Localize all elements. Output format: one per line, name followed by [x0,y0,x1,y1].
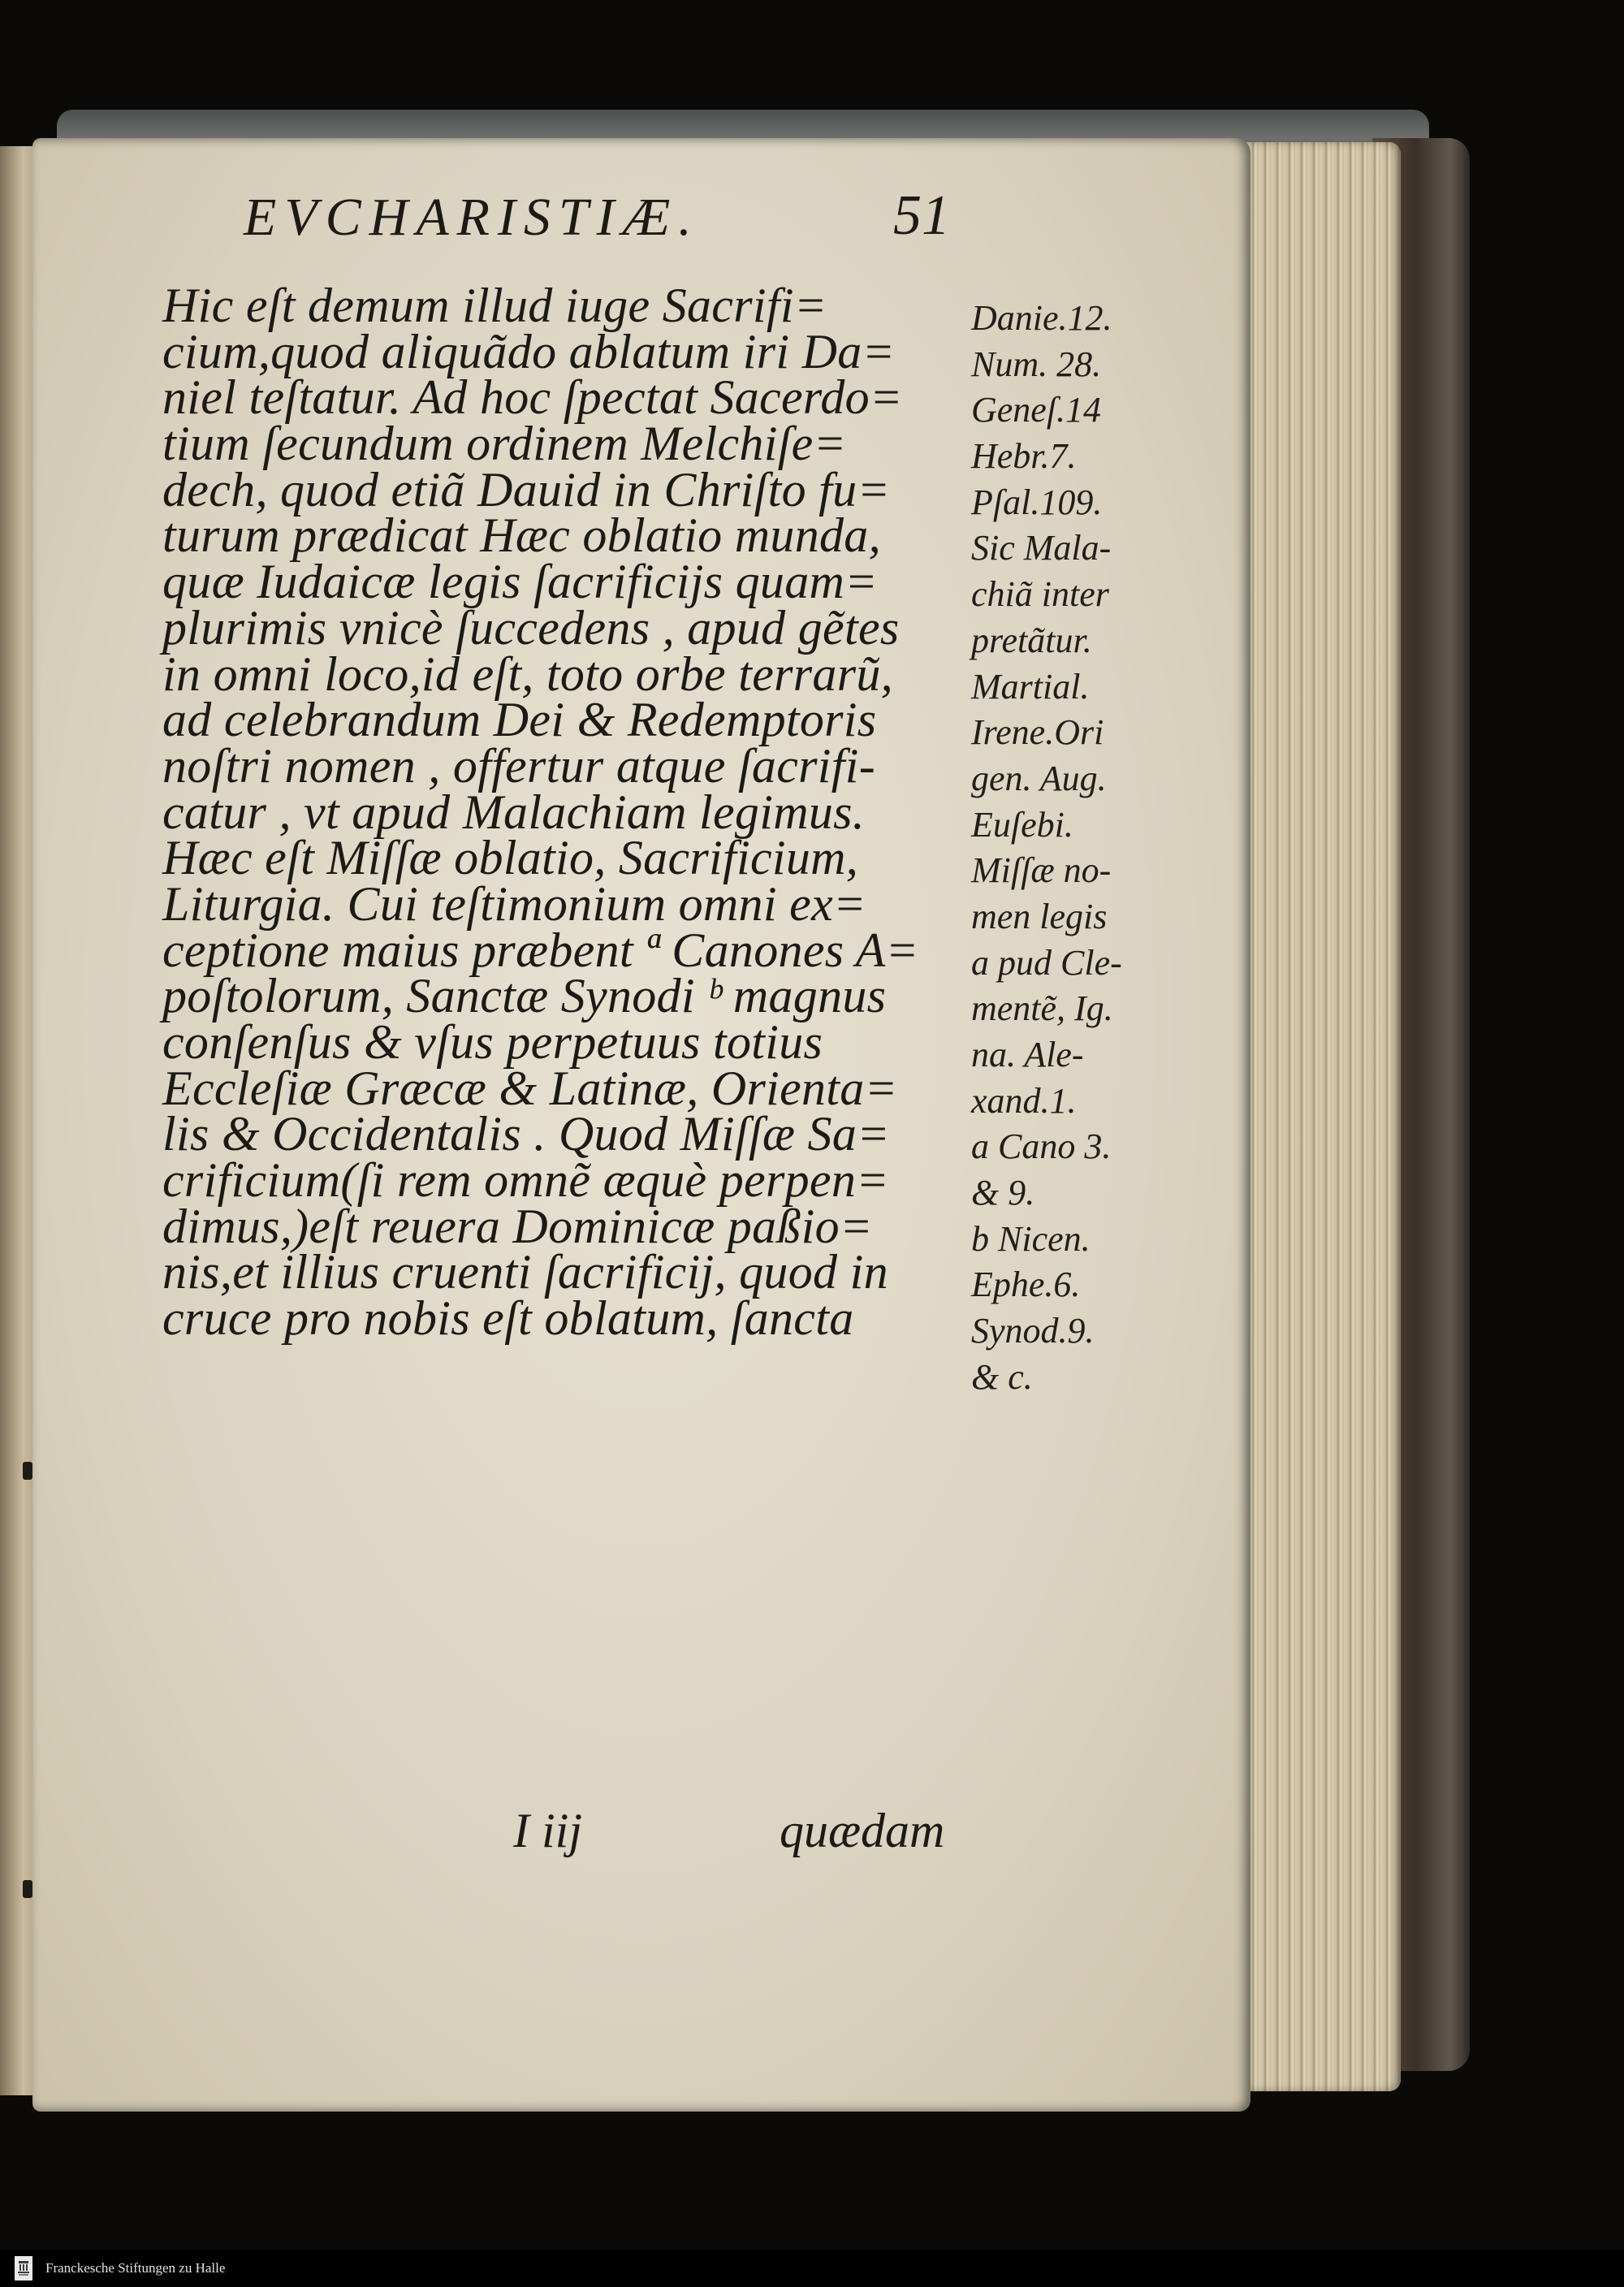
margin-note: Martial. [971,666,1090,707]
body-text [162,279,966,1346]
text-line: nis,et illius cruenti ſacrificij, quod in [162,1245,888,1299]
text-line: lis & Occidentalis . Quod Miſſæ Sa= [162,1107,890,1161]
margin-note: xand.1. [971,1080,1077,1121]
marginal-notes [971,296,1215,1401]
text-line: turum prædicat Hæc oblatio munda, [162,508,881,563]
margin-note: Irene.Ori [971,712,1104,753]
institution-logo-icon [15,2256,32,2281]
margin-note: na. Ale- [971,1035,1084,1074]
margin-note: pretãtur. [971,620,1092,660]
text-line: crificium(ſi rem omnẽ æquè perpen= [162,1153,889,1208]
text-line: tium ſecundum ordinem Melchiſe= [162,417,847,471]
margin-note: Danie.12. [971,298,1112,338]
margin-note: b Nicen. [971,1218,1091,1259]
text-line: poſtolorum, Sanctæ Synodi ᵇ magnus [162,969,887,1023]
text-line: in omni loco,id eſt, toto orbe terrarũ, [162,646,893,701]
text-line: Eccleſiæ Græcæ & Latinæ, Orienta= [162,1061,898,1115]
margin-note: a pud Cle- [971,942,1122,983]
text-line: noſtri nomen , offertur atque ſacrifi- [162,738,876,793]
text-line: niel teſtatur. Ad hoc ſpectat Sacerdo= [162,370,903,425]
margin-note: Miſſæ no- [971,850,1112,891]
margin-note: chiã inter [971,574,1109,615]
catchword: quædam [780,1804,945,1857]
left-page-mark [23,1880,32,1898]
margin-note: a Cano 3. [971,1126,1112,1167]
footer-bar [0,2250,1624,2287]
margin-note: men legis [971,896,1108,936]
text-line: plurimis vnicè ſuccedens , apud gẽtes [162,600,900,655]
text-line: ad celebrandum Dei & Redemptoris [162,693,877,747]
text-line: Hic eſt demum illud iuge Sacrifi= [162,279,827,332]
left-page-mark [23,1462,32,1480]
text-line: dech, quod etiã Dauid in Chriſto fu= [162,462,891,517]
page-number: 51 [893,184,950,247]
text-line: Liturgia. Cui teſtimonium omni ex= [162,876,866,931]
margin-note: Hebr.7. [971,436,1077,477]
text-line: cium,quod aliquãdo ablatum iri Da= [162,324,896,378]
margin-note: & 9. [971,1173,1035,1213]
text-line: catur , vt apud Malachiam legimus. [162,785,866,839]
margin-note: Euſebi. [971,804,1073,845]
margin-note: mentẽ, Ig. [971,988,1113,1029]
margin-note: Num. 28. [971,344,1102,384]
text-line: cruce pro nobis eſt oblatum, ſancta [162,1291,854,1346]
margin-note: Pſal.109. [971,482,1103,522]
margin-note: Synod.9. [971,1311,1095,1351]
margin-note: & c. [971,1356,1033,1397]
text-line: Hæc eſt Miſſæ oblatio, Sacrificium, [162,831,859,885]
page-fore-edges [1234,142,1401,2091]
margin-note: Ephe.6. [971,1265,1081,1305]
institution-name: Franckesche Stiftungen zu Halle [45,2260,226,2276]
text-line: dimus,)eſt reuera Dominicæ paßio= [162,1199,873,1253]
signature-mark: I iij [513,1804,582,1857]
margin-note: Sic Mala- [971,528,1112,569]
margin-note: Geneſ.14 [971,390,1102,430]
margin-note: gen. Aug. [971,758,1107,798]
running-head: EVCHARISTIÆ. [244,188,700,247]
text-line: ceptione maius præbent ª Canones A= [162,923,919,977]
text-line: quæ Iudaicæ legis ſacrificijs quam= [162,555,878,609]
text-line: conſenſus & vſus perpetuus totius [162,1015,823,1069]
